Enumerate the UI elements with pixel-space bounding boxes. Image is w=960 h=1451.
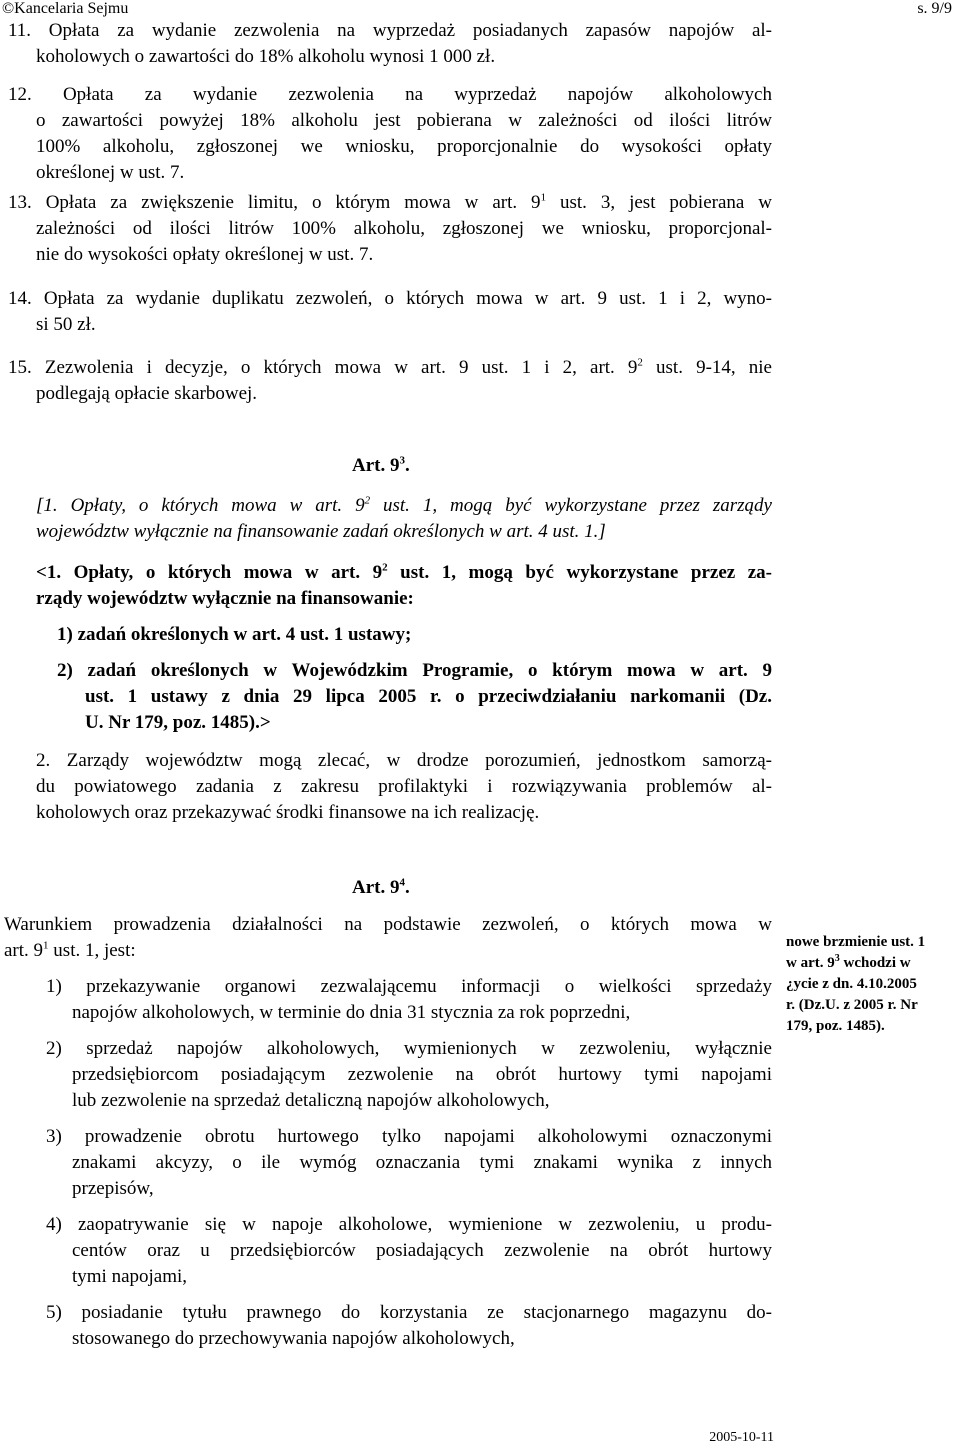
old-wording-line: województw wyłącznie na finansowanie zadań określonych w art. 4 ust. 1.] xyxy=(36,521,606,542)
article-heading-9-4: Art. $9^4$. xyxy=(352,876,410,898)
margin-note-line: w art. $9^3$ wchodzi w xyxy=(786,953,911,971)
paragraph-11-line: 11. Opłata za wydanie zezwolenia na wyprzedaż posiadanych zapasów napojów al- xyxy=(8,20,772,41)
list-item-3: znakami akcyzy, o ile wymóg oznaczania tymi znakami wynika z innych xyxy=(72,1152,772,1173)
paragraph-12-line: 100% alkoholu, zgłoszonej we wniosku, proporcjonalnie do wysokości opłaty xyxy=(36,136,772,157)
new-wording-line: rządy województw wyłącznie na finansowanie: xyxy=(36,588,414,609)
paragraph-12 xyxy=(8,82,772,186)
paragraph-2-line: du powiatowego zadania z zakresu profilaktyki i rozwiązywania problemów al- xyxy=(36,776,772,797)
paragraph-15-line: 15. Zezwolenia i decyzje, o których mowa w art. 9 ust. 1 i 2, art. $9^2$ ust. 9-14, nie xyxy=(8,356,772,378)
list-item-5: stosowanego do przechowywania napojów alkoholowych, xyxy=(72,1328,515,1349)
paragraph-11 xyxy=(8,18,772,70)
list-item-4: tymi napojami, xyxy=(72,1266,188,1287)
paragraph-15-line: podlegają opłacie skarbowej. xyxy=(36,383,258,404)
list-item-1: 1) przekazywanie organowi zezwalającemu informacji o wielkości sprzedaży xyxy=(46,976,772,997)
paragraph-11-line: koholowych o zawartości do 18% alkoholu wynosi 1 000 zł. xyxy=(36,46,496,67)
new-wording-line: <1. Opłaty, o których mowa w art. $9^2$ ust. 1, mogą być wykorzystane przez za- xyxy=(36,561,772,583)
list-item-3: przepisów, xyxy=(72,1178,154,1199)
new-wording xyxy=(8,560,772,736)
header-source: ©Kancelaria Sejmu xyxy=(2,0,129,17)
paragraph-12-line: określonej w ust. 7. xyxy=(36,162,185,183)
page-number: s. 9/9 xyxy=(917,0,952,17)
paragraph-14-line: si 50 zł. xyxy=(36,314,96,335)
paragraph-12-line: 12. Opłata za wydanie zezwolenia na wyprzedaż napojów alkoholowych xyxy=(8,84,772,105)
intro-line: Warunkiem prowadzenia działalności na podstawie zezwoleń, o których mowa w xyxy=(4,914,772,935)
paragraph-13 xyxy=(8,190,772,268)
article-heading-9-3: Art. $9^3$. xyxy=(352,454,410,476)
paragraph-14 xyxy=(8,286,772,338)
margin-note-line: r. (Dz.U. z 2005 r. Nr xyxy=(786,997,918,1013)
list-item-2: lub zezwolenie na sprzedaż detaliczną napojów alkoholowych, xyxy=(72,1090,550,1111)
list-item-3: 3) prowadzenie obrotu hurtowego tylko napojami alkoholowymi oznaczonymi xyxy=(46,1126,772,1147)
paragraph-13-line: zależności od ilości litrów 100% alkoholu, zgłoszonej we wniosku, proporcjonal- xyxy=(36,218,772,239)
paragraph-2 xyxy=(8,748,772,826)
paragraph-2-line: koholowych oraz przekazywać środki finansowe na ich realizację. xyxy=(36,802,540,823)
footer-date: 2005-10-11 xyxy=(709,1430,774,1445)
paragraph-14-line: 14. Opłata za wydanie duplikatu zezwoleń, o których mowa w art. 9 ust. 1 i 2, wyno- xyxy=(8,288,772,309)
list-item-5: 5) posiadanie tytułu prawnego do korzystania ze stacjonarnego magazynu do- xyxy=(46,1302,772,1323)
new-wording-item: ust. 1 ustawy z dnia 29 lipca 2005 r. o przeciwdziałaniu narkomanii (Dz. xyxy=(85,686,772,707)
paragraph-13-line: 13. Opłata za zwiększenie limitu, o którym mowa w art. $9^1$ ust. 3, jest pobierana w xyxy=(8,191,772,213)
article-9-4-body xyxy=(4,912,772,1352)
new-wording-item: 1) zadań określonych w art. 4 ust. 1 ustawy; xyxy=(57,624,412,645)
old-wording-line: [1. Opłaty, o których mowa w art. $9^2$ ust. 1, mogą być wykorzystane przez zarządy xyxy=(36,494,772,516)
margin-note-line: 179, poz. 1485). xyxy=(786,1018,885,1034)
paragraph-13-line: nie do wysokości opłaty określonej w ust. 7. xyxy=(36,244,374,265)
margin-note-line: nowe brzmienie ust. 1 xyxy=(786,934,926,950)
paragraph-2-line: 2. Zarządy województw mogą zlecać, w drodze porozumień, jednostkom samorzą- xyxy=(36,750,772,771)
new-wording-item: U. Nr 179, poz. 1485).> xyxy=(85,712,271,733)
list-item-1: napojów alkoholowych, w terminie do dnia 31 stycznia za rok poprzedni, xyxy=(72,1002,631,1023)
list-item-4: 4) zaopatrywanie się w napoje alkoholowe, wymienione w zezwoleniu, u produ- xyxy=(46,1214,772,1235)
list-item-2: przedsiębiorcom posiadającym zezwolenie na obrót hurtowy tymi napojami xyxy=(72,1064,772,1085)
list-item-4: centów oraz u przedsiębiorców posiadających zezwolenie na obrót hurtowy xyxy=(72,1240,772,1261)
paragraph-12-line: o zawartości powyżej 18% alkoholu jest pobierana w zależności od ilości litrów xyxy=(36,110,772,131)
intro-line: art. $9^1$ ust. 1, jest: xyxy=(4,939,136,961)
paragraph-15 xyxy=(8,355,772,407)
list-item-2: 2) sprzedaż napojów alkoholowych, wymienionych w zezwoleniu, wyłącznie xyxy=(46,1038,772,1059)
margin-note-line: ¿ycie z dn. 4.10.2005 xyxy=(786,976,917,992)
margin-note xyxy=(786,932,958,1037)
new-wording-item: 2) zadań określonych w Wojewódzkim Programie, o którym mowa w art. 9 xyxy=(57,660,772,681)
old-wording xyxy=(8,493,772,545)
